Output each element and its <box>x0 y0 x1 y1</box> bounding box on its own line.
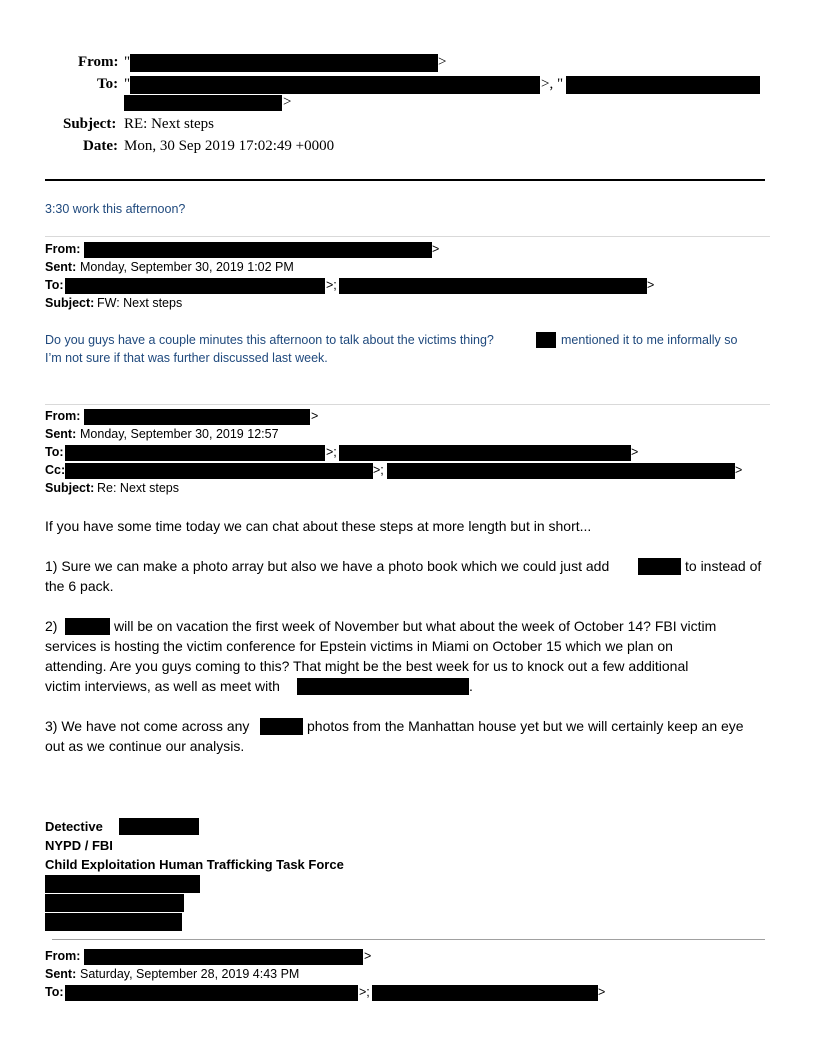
body-line: will be on vacation the first week of November but what about the week of October 14? FBI victim <box>114 618 717 634</box>
redaction-block <box>339 278 647 294</box>
from-label: From: <box>45 242 81 256</box>
redaction-block <box>130 76 540 94</box>
body-line: 2) <box>45 618 58 634</box>
redaction-block <box>566 76 760 94</box>
cc-label: Cc: <box>45 463 66 477</box>
sent-value: Monday, September 30, 2019 12:57 <box>80 427 279 441</box>
body-line: victim interviews, as well as meet with <box>45 678 280 694</box>
redaction-block <box>84 242 432 258</box>
date-value: Mon, 30 Sep 2019 17:02:49 +0000 <box>124 138 335 154</box>
to-label: To: <box>45 985 64 999</box>
subject-label: Subject: <box>45 296 95 310</box>
body-line: Do you guys have a couple minutes this afternoon to talk about the victims thing? <box>45 333 494 347</box>
body-line: I’m not sure if that was further discussed last week. <box>45 351 328 365</box>
divider <box>45 404 770 405</box>
from-label: From: <box>78 54 119 70</box>
redaction-block <box>339 445 631 461</box>
body-line: to instead of <box>685 558 762 574</box>
redaction-block <box>536 332 556 348</box>
redaction-block <box>65 985 358 1001</box>
subject-label: Subject: <box>45 481 95 495</box>
subject-value: RE: Next steps <box>124 116 214 132</box>
redaction-block <box>124 95 282 111</box>
from-label: From: <box>45 409 81 423</box>
reply-text: 3:30 work this afternoon? <box>45 202 186 216</box>
redaction-block <box>45 913 182 931</box>
header-divider <box>45 179 765 181</box>
redaction-block <box>297 678 469 695</box>
body-line: mentioned it to me informally so <box>561 333 738 347</box>
redaction-block <box>260 718 303 735</box>
to-label: To: <box>97 76 119 92</box>
redaction-block <box>65 278 325 294</box>
redaction-block <box>372 985 598 1001</box>
sent-label: Sent: <box>45 260 77 274</box>
subject-value: FW: Next steps <box>97 296 183 310</box>
redaction-block <box>45 875 200 893</box>
divider <box>45 236 770 237</box>
body-line: If you have some time today we can chat about these steps at more length but in short... <box>45 518 592 534</box>
redaction-block <box>65 463 373 479</box>
sent-value: Saturday, September 28, 2019 4:43 PM <box>80 967 300 981</box>
redaction-block <box>84 949 363 965</box>
body-line: the 6 pack. <box>45 578 114 594</box>
signature-unit: Child Exploitation Human Trafficking Task Force <box>45 857 344 872</box>
subject-value: Re: Next steps <box>97 481 179 495</box>
from-label: From: <box>45 949 81 963</box>
redaction-block <box>387 463 735 479</box>
divider <box>52 939 765 940</box>
body-line: 3) We have not come across any <box>45 718 250 734</box>
redaction-block <box>65 445 325 461</box>
signature-org: NYPD / FBI <box>45 838 113 853</box>
redaction-block <box>84 409 310 425</box>
redaction-block <box>638 558 681 575</box>
date-label: Date: <box>83 138 118 154</box>
to-label: To: <box>45 278 64 292</box>
body-line: attending. Are you guys coming to this? That might be the best week for us to knock out a few additional <box>45 658 689 674</box>
subject-label: Subject: <box>63 116 117 132</box>
sent-value: Monday, September 30, 2019 1:02 PM <box>80 260 294 274</box>
redaction-block <box>119 818 199 835</box>
redaction-block <box>45 894 184 912</box>
body-line: photos from the Manhattan house yet but we will certainly keep an eye <box>307 718 744 734</box>
sent-label: Sent: <box>45 967 77 981</box>
redaction-block <box>130 54 438 72</box>
sent-label: Sent: <box>45 427 77 441</box>
redaction-block <box>65 618 110 635</box>
body-line: 1) Sure we can make a photo array but also we have a photo book which we could just add <box>45 558 610 574</box>
body-line: services is hosting the victim conference for Epstein victims in Miami on October 15 which we plan on <box>45 638 673 654</box>
signature-title: Detective <box>45 819 103 834</box>
body-line: out as we continue our analysis. <box>45 738 245 754</box>
to-label: To: <box>45 445 64 459</box>
